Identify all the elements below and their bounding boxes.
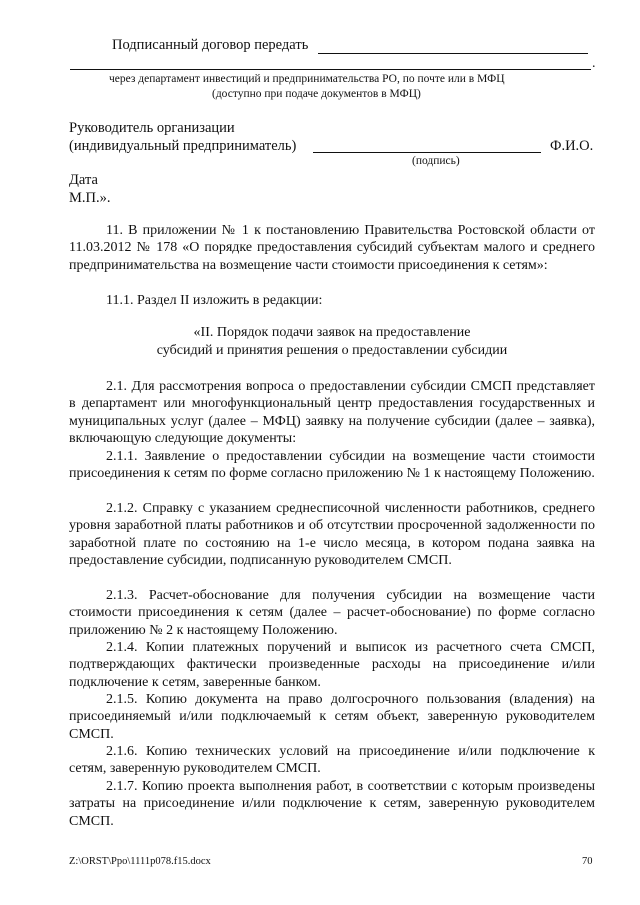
transfer-fill-line-2 (70, 69, 591, 70)
footer-file-path: Z:\ORST\Ppo\1111p078.f15.docx (69, 856, 211, 867)
paragraph-2-1-3: 2.1.3. Расчет-обоснование для получения субсидии на возмещение части стоимости присоединения к сетям (далее – расчет-обоснование) по форме согласно приложению № 2 к настоящему Положению. (69, 588, 595, 638)
line-end-dot: . (592, 56, 596, 71)
transfer-label: Подписанный договор передать (112, 37, 309, 53)
section-title-line1: «II. Порядок подачи заявок на предоставление (193, 325, 471, 340)
signature-hint: (подпись) (412, 155, 460, 167)
transfer-note-line2: (доступно при подаче документов в МФЦ) (212, 88, 421, 100)
head-label-line1: Руководитель организации (69, 120, 235, 136)
paragraph-2-1-6: 2.1.6. Копию технических условий на присоединение и/или подключение к сетям, заверенную руководителем СМСП. (69, 744, 595, 777)
paragraph-11-1: 11.1. Раздел II изложить в редакции: (106, 293, 323, 308)
paragraph-2-1-5: 2.1.5. Копию документа на право долгосрочного пользования (владения) на присоединяемый и/или подключаемый к сетям объект, заверенную руководителем СМСП. (69, 692, 595, 742)
signature-line (313, 152, 541, 153)
paragraph-2-1-4: 2.1.4. Копии платежных поручений и выписок из расчетного счета СМСП, подтверждающих фактически произведенные расходы на присоединение и/или подключение к сетям, заверенные банком. (69, 640, 595, 690)
footer-page-number: 70 (582, 856, 593, 867)
date-label: Дата (69, 172, 98, 188)
paragraph-2-1-7: 2.1.7. Копию проекта выполнения работ, в соответствии с которым произведены затраты на присоединение и/или подключение к сетям, заверенную руководителем СМСП. (69, 779, 595, 829)
paragraph-2-1-2: 2.1.2. Справку с указанием среднесписочной численности работников, среднего уровня заработной платы работников и об отсутствии просроченной задолженности по заработной плате по состоянию на 1-е число месяца, в котором подана заявка на предоставление субсидии, подписанную руководителем СМСП. (69, 501, 595, 569)
fio-label: Ф.И.О. (550, 138, 594, 154)
stamp-label: М.П.». (69, 190, 111, 206)
paragraph-11: 11. В приложении № 1 к постановлению Правительства Ростовской области от 11.03.2012 № 178 «О порядке предоставления субсидий субъектам малого и среднего предпринимательства на возмещение части стоимости присоединения к сетям»: (69, 223, 595, 273)
head-label-line2: (индивидуальный предприниматель) (69, 138, 297, 154)
transfer-note-line1: через департамент инвестиций и предпринимательства РО, по почте или в МФЦ (109, 73, 505, 85)
paragraph-2-1-1: 2.1.1. Заявление о предоставлении субсидии на возмещение части стоимости присоединения к сетям по форме согласно приложению № 1 к настоящему Положению. (69, 449, 595, 482)
transfer-fill-line (318, 53, 588, 54)
section-title-line2: субсидий и принятия решения о предоставлении субсидии (156, 343, 508, 358)
paragraph-2-1: 2.1. Для рассмотрения вопроса о предоставлении субсидии СМСП представляет в департамент или многофункциональный центр предоставления государственных и муниципальных услуг (далее – МФЦ) заявку на получение субсидии (далее – заявка), включающую следующие документы: (69, 379, 595, 447)
